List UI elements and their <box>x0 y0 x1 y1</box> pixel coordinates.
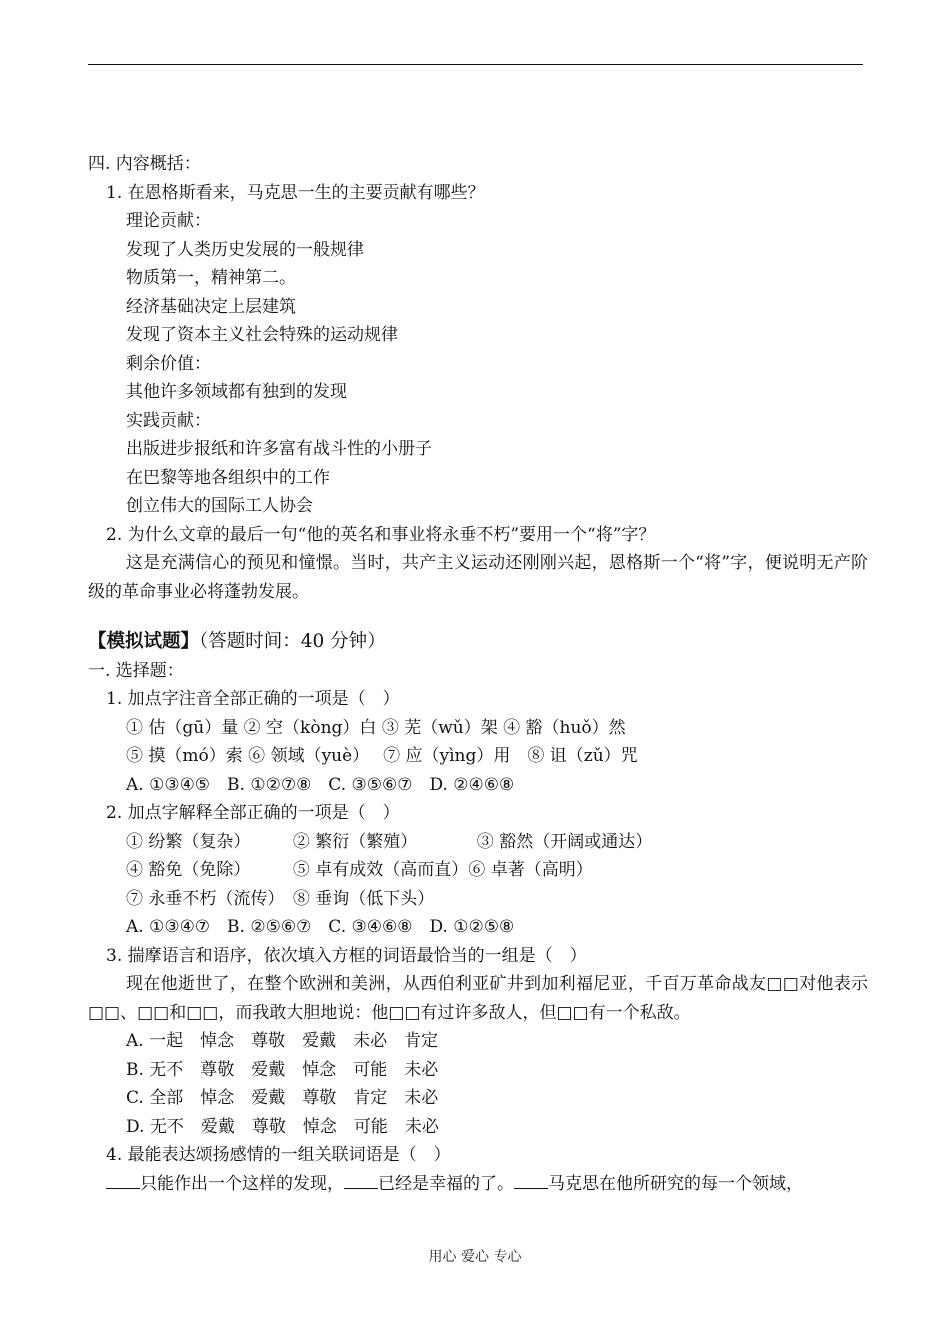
passage-segment: 已经是幸福的了。 <box>378 1173 514 1194</box>
mc-question-1-row: ⑤ 摸（mó）索 ⑥ 领域（yuè） ⑦ 应（yìng）用 ⑧ 诅（zǔ）咒 <box>126 746 638 766</box>
answer-line: 物质第一，精神第二。 <box>126 268 296 288</box>
mc-question-4-passage <box>88 1170 868 1199</box>
mc-question-4: 4. 最能表达颂扬感情的一组关联词语是（ ） <box>106 1145 451 1165</box>
document-body <box>88 150 868 1198</box>
header-rule <box>88 64 863 65</box>
mc-question-2: 2. 加点字解释全部正确的一项是（ ） <box>106 803 400 823</box>
answer-line: 在巴黎等地各组织中的工作 <box>126 467 330 488</box>
question-2: 2. 为什么文章的最后一句“他的英名和事业将永垂不朽”要用一个“将”字？ <box>106 524 656 545</box>
mc-question-1: 1. 加点字注音全部正确的一项是（ ） <box>106 689 400 709</box>
answer-line: 创立伟大的国际工人协会 <box>126 496 313 516</box>
passage-segment: 只能作出一个这样的发现， <box>140 1173 344 1194</box>
answer-line: 理论贡献： <box>126 211 211 231</box>
answer-line: 出版进步报纸和许多富有战斗性的小册子 <box>126 439 432 459</box>
mc-question-3-option: A. 一起 悼念 尊敬 爱戴 未必 肯定 <box>126 1031 439 1051</box>
mc-question-3-passage: 现在他逝世了，在整个欧洲和美洲，从西伯利亚矿井到加利福尼亚，千百万革命战友□□对他表示□□、□□和□□，而我敢大胆地说：他□□有过许多敌人，但□□有一个私敌。 <box>88 974 868 1023</box>
passage-segment: 马克思在他所研究的每一个领域， <box>548 1173 803 1194</box>
mock-test-time: （答题时间：40 分钟） <box>199 631 386 652</box>
mc-question-3: 3. 揣摩语言和语序，依次填入方框的词语最恰当的一组是（ ） <box>106 945 587 966</box>
mc-question-2-row: ⑦ 永垂不朽（流传） ⑧ 垂询（低下头） <box>126 888 435 909</box>
mc-question-3-option: C. 全部 悼念 爱戴 尊敬 肯定 未必 <box>126 1088 439 1108</box>
mc-question-3-option: D. 无不 爱戴 尊敬 悼念 可能 未必 <box>126 1116 439 1137</box>
answer-line: 经济基础决定上层建筑 <box>126 296 296 317</box>
fill-blank <box>106 1172 140 1189</box>
page-footer: 用心 爱心 专心 <box>428 1249 522 1265</box>
answer-paragraph: 这是充满信心的预见和憧憬。当时，共产主义运动还刚刚兴起，恩格斯一个“将”字，便说明无产阶级的革命事业必将蓬勃发展。 <box>88 553 868 602</box>
answer-line: 其他许多领域都有独到的发现 <box>126 382 347 402</box>
answer-line: 剩余价值： <box>126 353 211 374</box>
mock-test-heading <box>88 628 868 657</box>
mc-question-2-options: A. ①③④⑦ B. ②⑤⑥⑦ C. ③④⑥⑧ D. ①②⑤⑧ <box>126 917 515 937</box>
fill-blank <box>514 1172 548 1189</box>
answer-line: 发现了资本主义社会特殊的运动规律 <box>126 325 398 345</box>
mc-question-3-option: B. 无不 尊敬 爱戴 悼念 可能 未必 <box>126 1059 439 1080</box>
section-title: 四. 内容概括： <box>88 154 201 174</box>
mc-question-2-row: ① 纷繁（复杂） ② 繁衍（繁殖） ③ 豁然（开阔或通达） <box>126 831 653 852</box>
mc-question-1-row: ① 估（gū）量 ② 空（kòng）白 ③ 芜（wǔ）架 ④ 豁（huǒ）然 <box>126 717 626 738</box>
mc-question-1-options: A. ①③④⑤ B. ①②⑦⑧ C. ③⑤⑥⑦ D. ②④⑥⑧ <box>126 774 515 795</box>
fill-blank <box>344 1172 378 1189</box>
mock-test-title: 【模拟试题】 <box>88 631 200 652</box>
part-title: 一. 选择题： <box>88 660 184 681</box>
answer-line: 发现了人类历史发展的一般规律 <box>126 239 364 260</box>
mc-question-2-row: ④ 豁免（免除） ⑤ 卓有成效（高而直）⑥ 卓著（高明） <box>126 860 593 880</box>
answer-line: 实践贡献： <box>126 410 211 431</box>
question-1: 1. 在恩格斯看来，马克思一生的主要贡献有哪些？ <box>106 182 485 203</box>
